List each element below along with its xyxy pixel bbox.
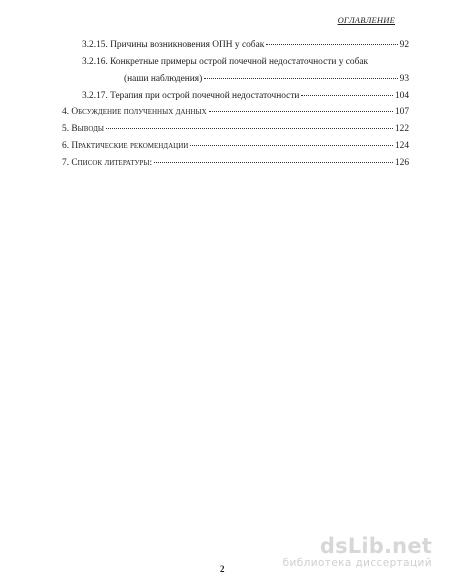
toc-entry-page: 93 xyxy=(399,74,409,84)
toc-entry-number: 6. xyxy=(62,141,70,151)
toc-leader-dots xyxy=(106,128,393,129)
toc-entry-title: Выводы xyxy=(71,124,104,134)
toc-leader-dots xyxy=(190,145,393,146)
toc-entry[interactable] xyxy=(62,124,409,135)
toc-entry-title: Обсуждение полученных данных xyxy=(71,107,207,117)
toc-entry-title: Причины возникновения ОПН у собак xyxy=(110,40,265,50)
toc-entry-title: Список литературы: xyxy=(71,158,153,168)
toc-entry[interactable] xyxy=(82,57,409,68)
toc-entry[interactable] xyxy=(62,107,409,118)
toc-entry-number: 3.2.16. xyxy=(82,57,108,67)
toc-entry-page: 92 xyxy=(399,40,409,50)
toc-entry-page: 126 xyxy=(394,158,409,168)
toc-entry[interactable] xyxy=(62,158,409,169)
toc-entry-number: 4. xyxy=(62,107,70,117)
toc-entry-number: 7. xyxy=(62,158,70,168)
watermark-logo: dsLib.net xyxy=(319,534,432,558)
toc-entry-number: 3.2.17. xyxy=(82,91,108,101)
toc-entry-title: Конкретные примеры острой почечной недостаточности у собак xyxy=(110,57,369,67)
toc-entry-continuation-text: (наши наблюдения) xyxy=(124,74,203,84)
toc-entry-title: Практические рекомендации xyxy=(71,141,189,151)
toc-entry[interactable] xyxy=(82,91,409,102)
watermark xyxy=(282,534,432,574)
toc-entry[interactable] xyxy=(62,141,409,152)
toc-entry-page: 107 xyxy=(394,107,409,117)
toc-entry-page: 124 xyxy=(394,141,409,151)
toc-entry-number: 5. xyxy=(62,124,70,134)
header-title: ОГЛАВЛЕНИЕ xyxy=(337,15,395,25)
watermark-subtitle: библиотека диссертаций xyxy=(282,557,432,569)
toc-leader-dots xyxy=(209,111,393,112)
toc-entry-title: Терапия при острой почечной недостаточности xyxy=(110,91,300,101)
toc-entry-number: 3.2.15. xyxy=(82,40,108,50)
toc-entry-continuation[interactable] xyxy=(124,74,409,85)
toc-entry-page: 104 xyxy=(394,91,409,101)
toc-entry[interactable] xyxy=(82,40,409,51)
toc-leader-dots xyxy=(301,95,393,96)
toc-entry-page: 122 xyxy=(394,124,409,134)
toc-leader-dots xyxy=(154,162,393,163)
toc-leader-dots xyxy=(266,44,397,45)
toc-leader-dots xyxy=(204,78,397,79)
page-number: 2 xyxy=(220,564,225,574)
